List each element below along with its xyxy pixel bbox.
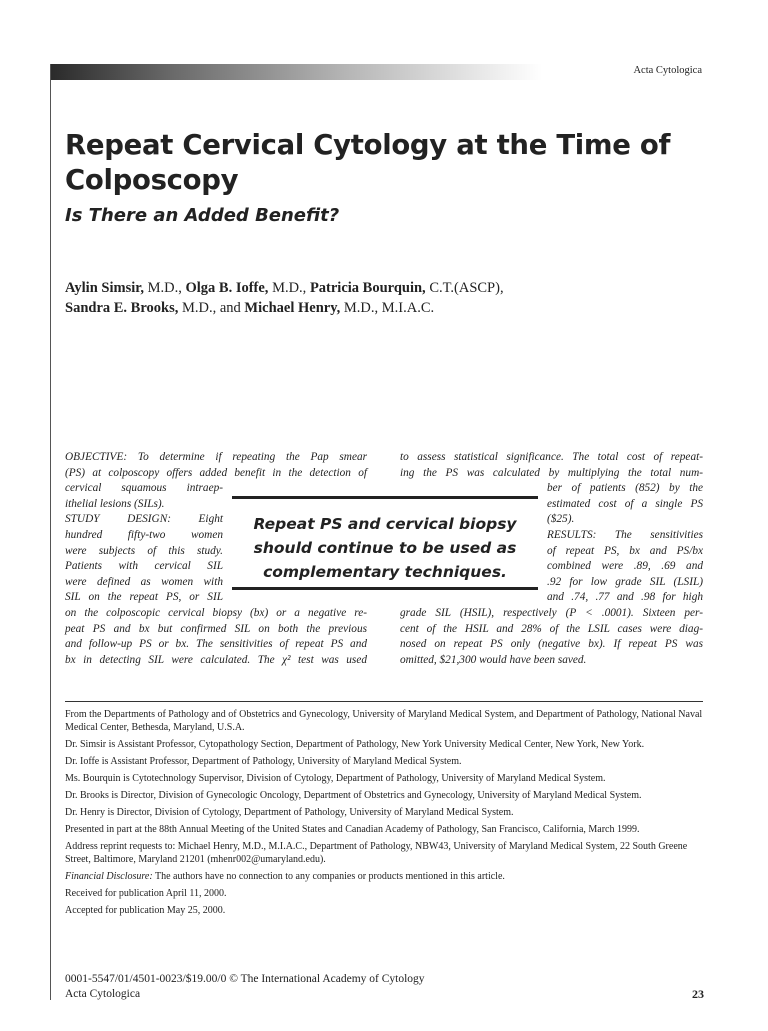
running-header: Acta Cytologica	[633, 65, 702, 76]
footnote-presented: Presented in part at the 88th Annual Meeting of the United States and Canadian Academy of Pathology, San Francisco, California, March 1999.	[65, 823, 640, 835]
footnote-received: Received for publication April 11, 2000.	[65, 887, 227, 899]
copyright-line: 0001-5547/01/4501-0023/$19.00/0 © The International Academy of Cytology	[65, 973, 425, 985]
article-subtitle: Is There an Added Benefit?	[65, 205, 340, 226]
footnote-financial	[65, 870, 705, 883]
pull-quote-line: should continue to be used as	[253, 539, 517, 557]
footnote-author: Dr. Brooks is Director, Division of Gynecologic Oncology, Department of Obstetrics and Gynecology, University of Maryland Medical System.	[65, 789, 642, 801]
page-number: 23	[692, 987, 704, 1001]
abstract-line: OBJECTIVE: To determine if repeating the Pap smear	[65, 451, 367, 463]
footer-journal: Acta Cytologica	[65, 988, 141, 1000]
author-conjunction: and	[219, 300, 241, 316]
pull-quote-line: complementary techniques.	[263, 563, 507, 581]
author-list	[65, 278, 705, 318]
abstract-line: of repeat PS, bx and PS/bx	[547, 544, 703, 557]
abstract-line: RESULTS: The sensitivities	[547, 528, 703, 541]
financial-label: Financial Disclosure:	[65, 870, 153, 882]
abstract-line: peat PS and bx but confirmed SIL on both the previous	[65, 622, 367, 635]
abstract-line: ($25).	[547, 513, 575, 526]
author-credentials: C.T.(ASCP),	[429, 280, 504, 296]
abstract-line: on the colposcopic cervical biopsy (bx) or a negative re-	[65, 606, 367, 619]
abstract-line: combined were .89, .69 and	[547, 560, 703, 573]
pull-quote-line: Repeat PS and cervical biopsy	[253, 515, 517, 533]
pull-quote	[232, 496, 538, 590]
footnote-author: Ms. Bourquin is Cytotechnology Supervisor, Division of Cytology, Department of Pathology, University of Maryland Medical System.	[65, 772, 606, 784]
abstract-line: SIL on the repeat PS, or SIL	[65, 591, 223, 604]
abstract-line: bx in detecting SIL were calculated. The χ² test was used	[65, 653, 367, 666]
header-gradient-bar	[50, 64, 542, 80]
author-credentials: M.D., M.I.A.C.	[343, 300, 435, 316]
author-name: Patricia Bourquin,	[309, 280, 426, 296]
footnote-author: Dr. Ioffe is Assistant Professor, Department of Pathology, University of Maryland Medical System.	[65, 756, 462, 768]
author-name: Aylin Simsir,	[65, 280, 144, 296]
abstract-line: cent of the HSIL and 28% of the LSIL cases were diag-	[400, 622, 703, 635]
abstract-line: ber of patients (852) by the	[547, 482, 703, 495]
author-name: Olga B. Ioffe,	[185, 280, 269, 296]
abstract-line: ithelial lesions (SILs).	[65, 497, 165, 510]
author-credentials: M.D.,	[272, 280, 307, 296]
footnote-affiliation: From the Departments of Pathology and of Obstetrics and Gynecology, University of Maryland Medical System, and Department of Pathology, National Naval Medical Center, Bethesda, Maryland, U.S.A.	[65, 709, 703, 734]
financial-text: The authors have no connection to any companies or products mentioned in this article.	[152, 870, 505, 882]
abstract-line: ing the PS was calculated by multiplying the total num-	[400, 466, 703, 479]
author-name: Michael Henry,	[244, 300, 341, 316]
abstract-line: Patients with cervical SIL	[65, 560, 223, 573]
footnote-accepted: Accepted for publication May 25, 2000.	[65, 904, 226, 916]
author-credentials: M.D.,	[147, 280, 182, 296]
footnote-author: Dr. Henry is Director, Division of Cytology, Department of Pathology, University of Maryland Medical System.	[65, 806, 514, 818]
left-margin-rule	[50, 64, 51, 1000]
abstract-line: nosed on repeat PS only (negative bx). If repeat PS was	[400, 638, 703, 651]
abstract-line: to assess statistical significance. The total cost of repeat-	[400, 451, 703, 463]
copyright-block	[65, 972, 425, 1002]
author-credentials: M.D.,	[181, 300, 217, 316]
abstract-line: grade SIL (HSIL), respectively (P < .0001). Sixteen per-	[400, 606, 703, 619]
article-title: Repeat Cervical Cytology at the Time of Colposcopy	[65, 129, 671, 196]
abstract-line: and follow-up PS or bx. The sensitivities of repeat PS and	[65, 638, 367, 651]
abstract-line: omitted, $21,300 would have been saved.	[400, 653, 587, 666]
abstract-line: cervical squamous intraep-	[65, 482, 223, 495]
abstract-line: hundred fifty-two women	[65, 528, 223, 541]
abstract-line: were subjects of this study.	[65, 544, 223, 557]
footnote-address: Address reprint requests to: Michael Henry, M.D., M.I.A.C., Department of Pathology, NBW43, University of Maryland Medical System, 22 South Greene Street, Baltimore, Maryland 21201 (mhenr002@umaryland.edu).	[65, 840, 688, 865]
abstract-line: STUDY DESIGN: Eight	[65, 513, 223, 526]
abstract-line: and .74, .77 and .98 for high	[547, 591, 703, 604]
author-name: Sandra E. Brooks,	[65, 300, 179, 316]
abstract-line: estimated cost of a single PS	[547, 497, 703, 510]
abstract-line: (PS) at colposcopy offers added benefit in the detection of	[65, 466, 367, 479]
abstract-line: were defined as women with	[65, 575, 223, 588]
footnote-author: Dr. Simsir is Assistant Professor, Cytopathology Section, Department of Pathology, New York University Medical Center, New York, New York.	[65, 739, 645, 751]
footnotes	[65, 708, 705, 920]
abstract-line: .92 for low grade SIL (LSIL)	[547, 575, 703, 588]
footnote-divider	[65, 701, 703, 702]
